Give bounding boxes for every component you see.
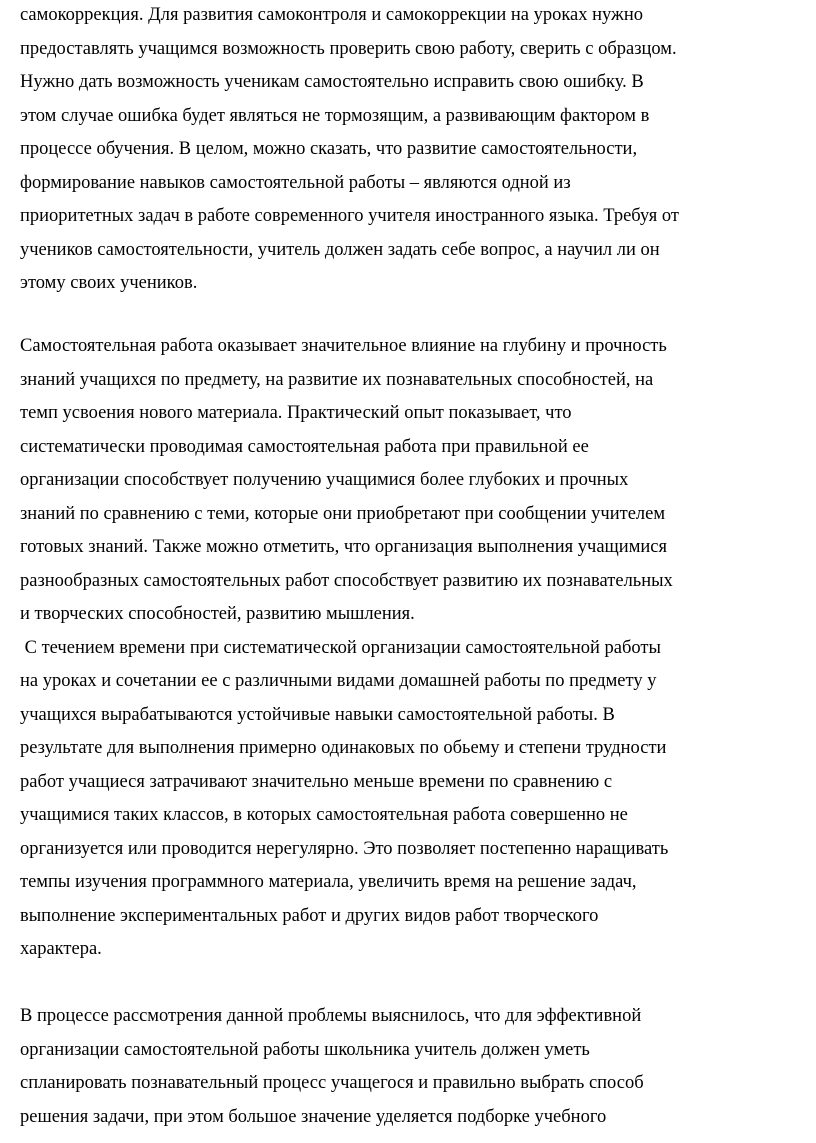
- text-line: формирование навыков самостоятельной работы – являются одной из: [20, 172, 571, 193]
- text-line: организации самостоятельной работы школьника учитель должен уметь: [20, 1039, 590, 1060]
- paragraph: [20, 0, 810, 301]
- text-line: организуется или проводится нерегулярно. Это позволяет постепенно наращивать: [20, 838, 669, 859]
- text-line: разнообразных самостоятельных работ способствует развитию их познавательных: [20, 570, 673, 591]
- text-line: на уроках и сочетании ее с различными видами домашней работы по предмету у: [20, 671, 657, 691]
- text-line: темп усвоения нового материала. Практический опыт показывает, что: [20, 403, 572, 423]
- text-line: приоритетных задач в работе современного учителя иностранного языка. Требуя от: [20, 206, 680, 226]
- text-line: работ учащиеся затрачивают значительно меньше времени по сравнению с: [20, 771, 613, 792]
- text-line: решения задачи, при этом большое значение уделяется подборке учебного: [20, 1106, 607, 1127]
- text-line: С течением времени при систематической организации самостоятельной работы: [20, 637, 661, 658]
- text-line: готовых знаний. Также можно отметить, что организация выполнения учащимися: [20, 537, 668, 557]
- text-line: В процессе рассмотрения данной проблемы выяснилось, что для эффективной: [20, 1006, 642, 1026]
- text-line: Самостоятельная работа оказывает значительное влияние на глубину и прочность: [20, 336, 667, 356]
- text-line: организации способствует получению учащимися более глубоких и прочных: [20, 470, 629, 490]
- text-line: и творческих способностей, развитию мышления.: [20, 604, 415, 624]
- text-line: выполнение экспериментальных работ и других видов работ творческого: [20, 905, 599, 926]
- text-line: знаний учащихся по предмету, на развитие их познавательных способностей, на: [20, 369, 654, 390]
- text-line: учащихся вырабатываются устойчивые навыки самостоятельной работы. В: [20, 704, 615, 725]
- text-line: знаний по сравнению с теми, которые они приобретают при сообщении учителем: [20, 503, 666, 524]
- paragraph: [20, 1000, 810, 1134]
- text-line: характера.: [20, 939, 102, 959]
- text-line: учащимися таких классов, в которых самостоятельная работа совершенно не: [20, 805, 628, 825]
- text-line: самокоррекция. Для развития самоконтроля и самокоррекции на уроках нужно: [20, 5, 643, 25]
- text-line: систематически проводимая самостоятельная работа при правильной ее: [20, 436, 589, 457]
- paragraph: [20, 330, 810, 967]
- text-line: этом случае ошибка будет являться не тормозящим, а развивающим фактором в: [20, 105, 650, 126]
- text-line: процессе обучения. В целом, можно сказать, что развитие самостоятельности,: [20, 139, 638, 159]
- text-line: спланировать познавательный процесс учащегося и правильно выбрать способ: [20, 1073, 644, 1093]
- text-line: предоставлять учащимся возможность проверить свою работу, сверить с образцом.: [20, 38, 677, 59]
- text-line: темпы изучения программного материала, увеличить время на решение задач,: [20, 872, 637, 892]
- text-line: учеников самостоятельности, учитель должен задать себе вопрос, а научил ли он: [20, 239, 660, 260]
- text-line: результате для выполнения примерно одинаковых по обьему и степени трудности: [20, 738, 667, 758]
- text-line: Нужно дать возможность ученикам самостоятельно исправить свою ошибку. В: [20, 72, 644, 92]
- text-line: этому своих учеников.: [20, 273, 198, 293]
